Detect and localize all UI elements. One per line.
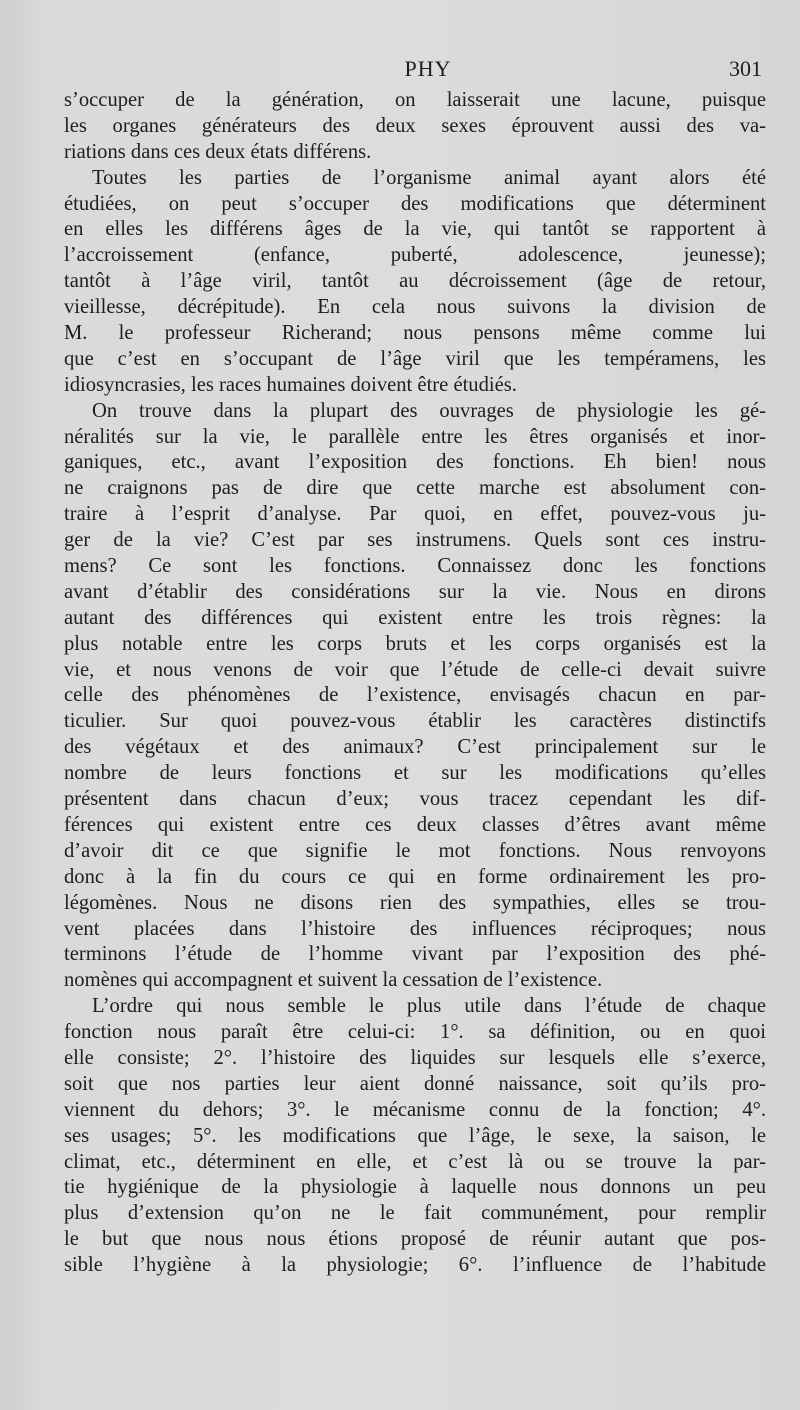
text-line: avant d’établir des considérations sur la vie. Nous en dirons: [64, 580, 766, 603]
text-line: vie, et nous venons de voir que l’étude de celle-ci devait suivre: [64, 658, 766, 681]
text-line: L’ordre qui nous semble le plus utile dans l’étude de chaque: [92, 995, 766, 1018]
text-line: légomènes. Nous ne disons rien des sympathies, elles se trou-: [64, 891, 766, 914]
text-line: soit que nos parties leur aient donné naissance, soit qu’ils pro-: [64, 1072, 766, 1095]
running-head: PHY: [404, 56, 452, 81]
text-line: présentent dans chacun d’eux; vous tracez cependant les dif-: [64, 788, 766, 811]
text-line: vent placées dans l’histoire des influences réciproques; nous: [64, 917, 766, 940]
text-line: tantôt à l’âge viril, tantôt au décroissement (âge de retour,: [64, 270, 766, 293]
text-line: férences qui existent entre ces deux classes d’êtres avant même: [64, 813, 766, 836]
text-line: M. le professeur Richerand; nous pensons même comme lui: [64, 322, 766, 345]
text-line: donc à la fin du cours ce qui en forme ordinairement les pro-: [64, 865, 766, 888]
text-line: plus d’extension qu’on ne le fait communément, pour remplir: [64, 1202, 766, 1225]
text-line: ger de la vie? C’est par ses instrumens. Quels sont ces instru-: [64, 529, 766, 552]
text-line: celle des phénomènes de l’existence, envisagés chacun en par-: [64, 684, 766, 707]
text-line: ses usages; 5°. les modifications que l’âge, le sexe, la saison, le: [64, 1124, 766, 1147]
text-line: d’avoir dit ce que signifie le mot fonctions. Nous renvoyons: [64, 839, 766, 862]
text-line: riations dans ces deux états différens.: [64, 140, 372, 163]
text-line: climat, etc., déterminent en elle, et c’est là ou se trouve la par-: [64, 1150, 766, 1173]
text-line: les organes générateurs des deux sexes éprouvent aussi des va-: [64, 114, 766, 137]
text-line: en elles les différens âges de la vie, qui tantôt se rapportent à: [64, 218, 766, 241]
text-line: des végétaux et des animaux? C’est principalement sur le: [64, 736, 766, 759]
text-line: fonction nous paraît être celui-ci: 1°. sa définition, ou en quoi: [64, 1021, 766, 1044]
text-line: que c’est en s’occupant de l’âge viril que les tempéramens, les: [64, 347, 766, 370]
text-line: viennent du dehors; 3°. le mécanisme connu de la fonction; 4°.: [64, 1098, 766, 1121]
text-line: tie hygiénique de la physiologie à laquelle nous donnons un peu: [64, 1176, 766, 1199]
text-line: sible l’hygiène à la physiologie; 6°. l’influence de l’habitude: [64, 1254, 766, 1277]
text-line: ganiques, etc., avant l’exposition des fonctions. Eh bien! nous: [64, 451, 766, 474]
text-line: néralités sur la vie, le parallèle entre les êtres organisés et inor-: [64, 425, 766, 448]
text-line: On trouve dans la plupart des ouvrages de physiologie les gé-: [92, 399, 766, 422]
text-line: mens? Ce sont les fonctions. Connaissez donc les fonctions: [64, 555, 766, 578]
text-line: autant des différences qui existent entre les trois règnes: la: [64, 606, 766, 629]
page-number: 301: [729, 56, 762, 81]
text-line: ne craignons pas de dire que cette marche est absolument con-: [64, 477, 766, 500]
text-line: terminons l’étude de l’homme vivant par l’exposition des phé-: [64, 943, 766, 966]
text-line: l’accroissement (enfance, puberté, adolescence, jeunesse);: [64, 244, 766, 267]
text-line: étudiées, on peut s’occuper des modifications que déterminent: [64, 192, 766, 215]
text-line: plus notable entre les corps bruts et les corps organisés est la: [64, 632, 766, 655]
text-line: ticulier. Sur quoi pouvez-vous établir les caractères distinctifs: [64, 710, 766, 733]
text-line: elle consiste; 2°. l’histoire des liquides sur lesquels elle s’exerce,: [64, 1046, 766, 1069]
text-line: Toutes les parties de l’organisme animal ayant alors été: [92, 166, 766, 189]
text-line: le but que nous nous étions proposé de réunir autant que pos-: [64, 1228, 766, 1251]
text-line: vieillesse, décrépitude). En cela nous suivons la division de: [64, 296, 766, 319]
text-line: nombre de leurs fonctions et sur les modifications qu’elles: [64, 762, 766, 785]
text-line: s’occuper de la génération, on laisserait une lacune, puisque: [64, 89, 766, 111]
text-line: idiosyncrasies, les races humaines doivent être étudiés.: [64, 373, 517, 396]
body-text: [64, 88, 766, 1279]
text-line: traire à l’esprit d’analyse. Par quoi, en effet, pouvez-vous ju-: [64, 503, 766, 526]
page-header: [88, 56, 768, 90]
text-line: nomènes qui accompagnent et suivent la cessation de l’existence.: [64, 969, 603, 992]
